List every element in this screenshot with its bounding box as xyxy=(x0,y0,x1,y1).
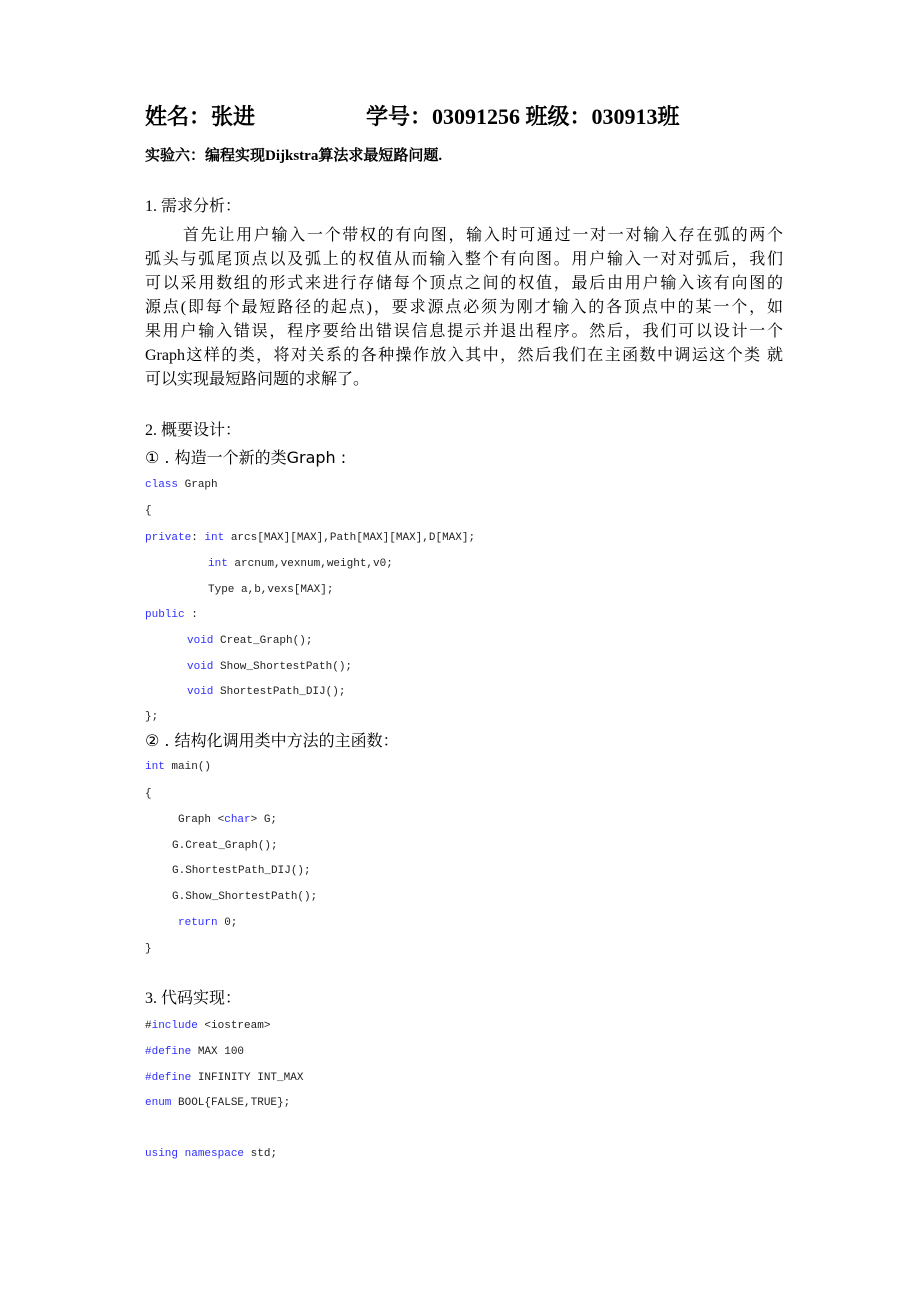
code-text: # xyxy=(145,1020,152,1032)
code-line xyxy=(145,712,158,723)
code-line xyxy=(145,1098,290,1109)
paragraph-line: Graph这样的类，将对关系的各种操作放入其中，然后我们在主函数中调运这个类 就 xyxy=(145,347,783,364)
code-text: Graph < xyxy=(178,814,225,826)
code-line xyxy=(145,1149,277,1160)
code-line xyxy=(172,866,311,877)
code-line xyxy=(145,1047,244,1058)
code-text: : xyxy=(184,609,198,621)
code-line xyxy=(172,841,278,852)
code-line xyxy=(145,480,218,491)
code-text: G.ShortestPath_DIJ(); xyxy=(172,865,311,877)
design-item-2: ② . 结构化调用类中方法的主函数： xyxy=(145,731,399,750)
code-text: Type a,b,vexs[MAX]; xyxy=(208,584,334,596)
code-keyword: int xyxy=(145,761,165,773)
code-keyword: int xyxy=(208,558,228,570)
paragraph-line: 果用户输入错误，程序要给出错误信息提示并退出程序。然后，我们可以设计一个 xyxy=(145,323,783,340)
code-keyword: enum xyxy=(145,1097,172,1109)
code-keyword: class xyxy=(145,479,179,491)
code-text: > G; xyxy=(250,814,278,826)
code-text: INFINITY INT_MAX xyxy=(191,1072,304,1084)
code-line xyxy=(145,506,152,517)
code-line xyxy=(187,687,345,698)
paragraph-line: 首先让用户输入一个带权的有向图，输入时可通过一对一对输入存在弧的两个 xyxy=(183,227,783,244)
section-2-heading: 2. 概要设计： xyxy=(145,422,242,439)
code-text: }; xyxy=(145,711,159,723)
design-item-1: ① . 构造一个新的类Graph : xyxy=(145,448,347,467)
code-text: arcnum,vexnum,weight,v0; xyxy=(227,558,393,570)
code-text: ShortestPath_DIJ(); xyxy=(213,686,346,698)
code-text: std; xyxy=(244,1148,278,1160)
code-line xyxy=(187,662,352,673)
code-text: Creat_Graph(); xyxy=(213,635,313,647)
code-keyword: void xyxy=(187,635,214,647)
code-line xyxy=(178,918,237,929)
code-keyword: void xyxy=(187,686,214,698)
experiment-title: 实验六：编程实现Dijkstra算法求最短路问题. xyxy=(145,148,443,164)
code-keyword: namespace xyxy=(184,1148,245,1160)
code-line xyxy=(187,636,312,647)
code-keyword: return xyxy=(178,917,218,929)
code-line xyxy=(208,585,333,596)
code-text: } xyxy=(145,943,152,955)
code-text: BOOL{FALSE,TRUE}; xyxy=(171,1097,291,1109)
code-line xyxy=(145,610,198,621)
code-text: Show_ShortestPath(); xyxy=(213,661,353,673)
code-text: { xyxy=(145,788,152,800)
code-text: { xyxy=(145,505,152,517)
code-text: : xyxy=(191,532,205,544)
code-keyword: #define xyxy=(145,1072,192,1084)
student-name: 姓名：张进 xyxy=(145,104,256,129)
code-text: main() xyxy=(164,761,212,773)
code-text: arcs[MAX][MAX],Path[MAX][MAX],D[MAX]; xyxy=(224,532,476,544)
code-line xyxy=(145,789,152,800)
section-1-heading: 1. 需求分析： xyxy=(145,198,242,215)
code-keyword: include xyxy=(151,1020,198,1032)
code-keyword: private xyxy=(145,532,192,544)
code-line xyxy=(145,944,152,955)
code-line xyxy=(178,815,277,826)
code-line xyxy=(145,762,211,773)
code-line xyxy=(145,1073,303,1084)
code-keyword: #define xyxy=(145,1046,192,1058)
code-line xyxy=(172,892,317,903)
code-text: Graph xyxy=(178,479,218,491)
code-text: MAX 100 xyxy=(191,1046,245,1058)
code-line xyxy=(208,559,393,570)
code-text: G.Creat_Graph(); xyxy=(172,840,278,852)
code-keyword: using xyxy=(145,1148,179,1160)
paragraph-line: 弧头与弧尾顶点以及弧上的权值从而输入整个有向图。用户输入一对对弧后，我们 xyxy=(145,251,783,268)
code-keyword: int xyxy=(204,532,225,544)
code-text: <iostream> xyxy=(197,1020,271,1032)
section-3-heading: 3. 代码实现： xyxy=(145,990,242,1007)
code-line xyxy=(145,533,475,544)
paragraph-line: 源点(即每个最短路径的起点)，要求源点必须为刚才输入的各顶点中的某一个，如 xyxy=(145,299,783,316)
code-text xyxy=(178,1148,185,1160)
code-line xyxy=(145,1021,270,1032)
student-id-class: 学号：03091256 班级：030913班 xyxy=(366,104,680,129)
code-keyword: public xyxy=(145,609,185,621)
paragraph-line: 可以采用数组的形式来进行存储每个顶点之间的权值，最后由用户输入该有向图的 xyxy=(145,275,783,292)
paragraph-line: 可以实现最短路问题的求解了。 xyxy=(145,371,370,388)
code-keyword: char xyxy=(224,814,251,826)
code-keyword: void xyxy=(187,661,214,673)
code-text: 0; xyxy=(217,917,238,929)
code-text: G.Show_ShortestPath(); xyxy=(172,891,318,903)
